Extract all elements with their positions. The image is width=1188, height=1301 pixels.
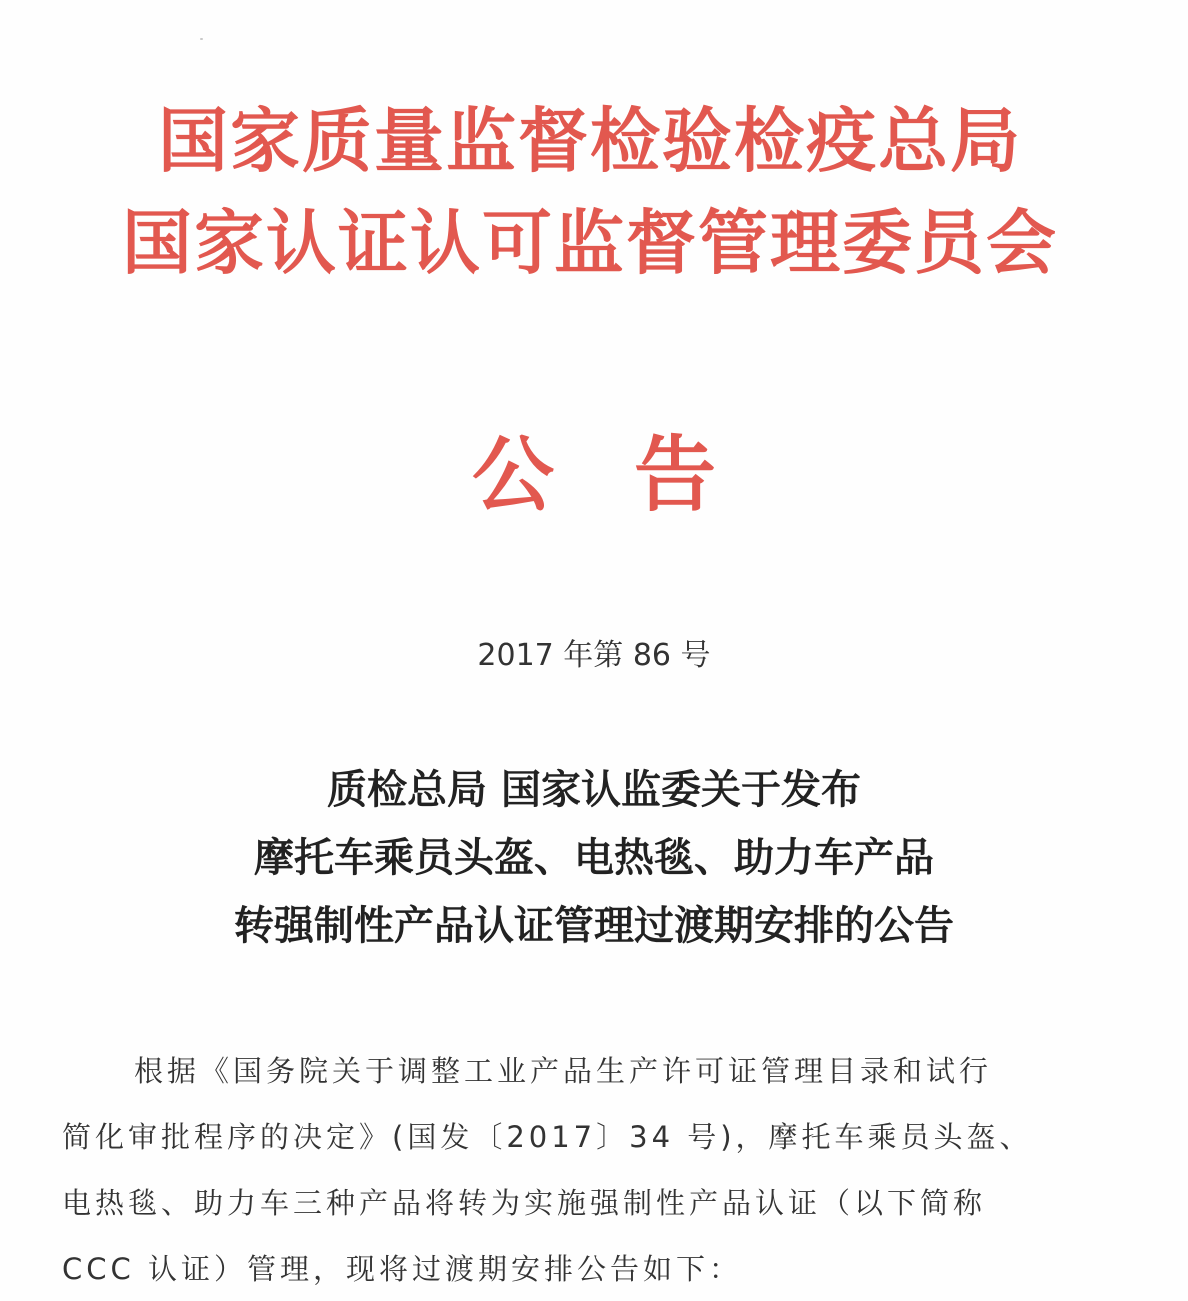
document-title-line-3: 转强制性产品认证管理过渡期安排的公告 [234,902,954,949]
document-number: 2017 年第 86 号 [477,638,711,673]
issuer-name-1: 国家质量监督检验检疫总局 [158,99,1022,182]
body-line-1: 根据《国务院关于调整工业产品生产许可证管理目录和试行 [134,1054,993,1088]
scan-speck [200,38,203,40]
document-title-line-2: 摩托车乘员头盔、电热毯、助力车产品 [254,834,934,881]
issuer-name-2: 国家认证认可监督管理委员会 [122,201,1058,284]
body-line-2: 简化审批程序的决定》(国发〔2017〕34 号)，摩托车乘员头盔、 [62,1120,1033,1154]
body-line-4: CCC 认证）管理，现将过渡期安排公告如下： [62,1252,742,1286]
body-paragraph [62,1038,1062,1301]
document-title-line-1: 质检总局 国家认监委关于发布 [327,766,861,813]
document-title [0,756,1188,960]
document-type-heading: 公告 [471,427,796,523]
body-line-3: 电热毯、助力车三种产品将转为实施强制性产品认证（以下简称 [62,1186,987,1220]
